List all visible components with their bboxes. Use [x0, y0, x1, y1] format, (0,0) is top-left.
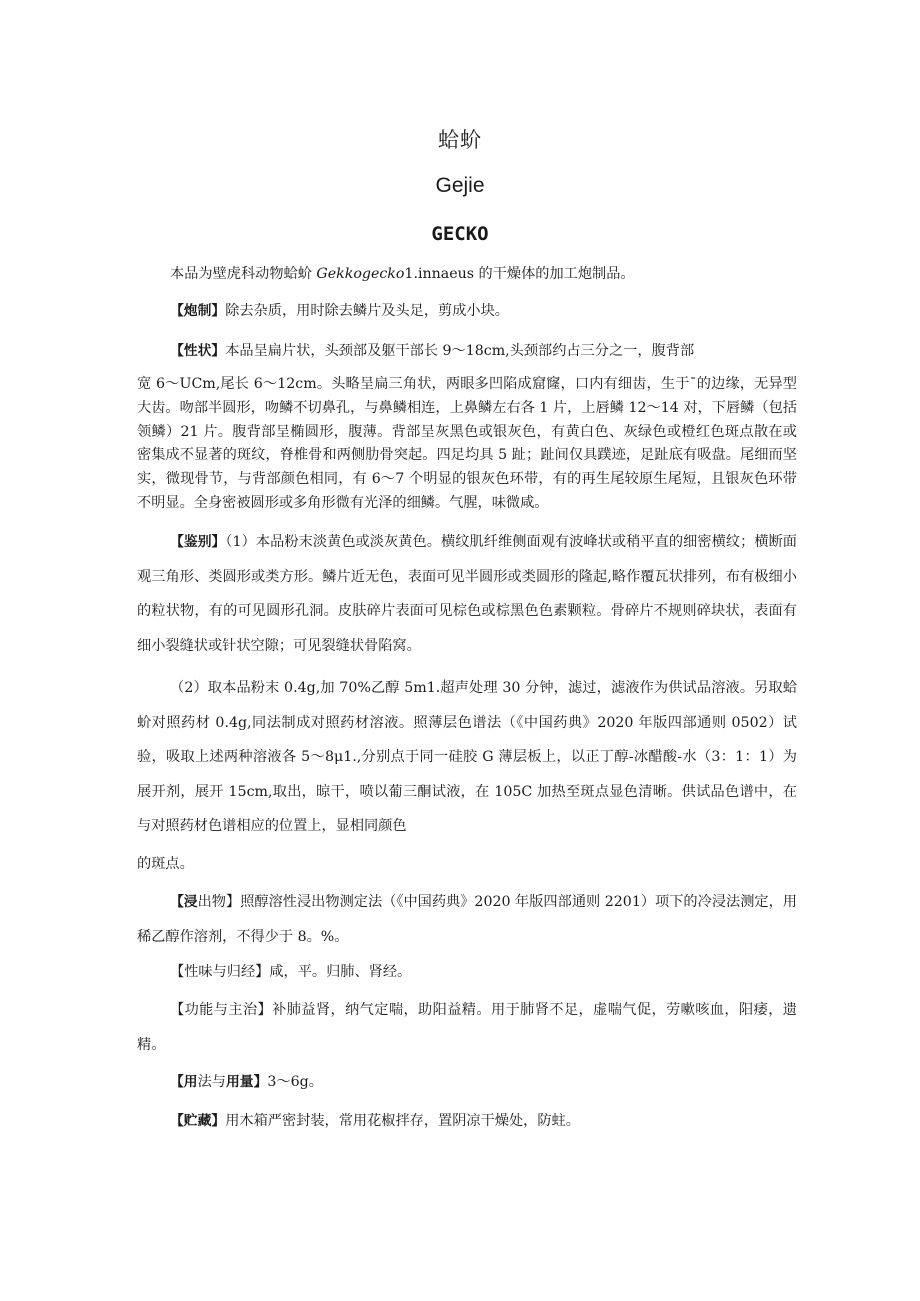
title-chinese: 蛤蚧 — [438, 128, 482, 152]
nature-text: 咸，平。归肺、肾经。 — [269, 964, 412, 980]
usage-heading-c: 用量】 — [225, 1074, 268, 1090]
processing-heading: 【炮制】 — [170, 303, 226, 319]
section-storage — [170, 1110, 800, 1132]
section-processing — [170, 300, 800, 322]
description-line1: 本品呈扁片状，头颈部及躯干部长 9～18cm,头颈部约占三分之一，腹背部 — [225, 343, 695, 359]
identification-part2: （2）取本品粉末 0.4g,加 70%乙醇 5m1.超声处理 30 分钟，滤过，滤液作为供试品溶液。另取蛤蚧对照药材 0.4g,同法制成对照药材溶液。照薄层色谱法（《中国药典》2020 年版四部通则 0502）试验，吸取上述两种溶液各 5～8μ1.,分别点于同一硅胶 G 薄层板上，以正丁醇-冰醋酸-水（3：1：1）为展开剂，展开 15cm,取出，晾干，喷以葡三酮试液，在 105C 加热至斑点显色清晰。供试品色谱中，在与对照药材色谱相应的位置上，显相同颜色 — [137, 680, 797, 834]
usage-text: 3～6g。 — [267, 1074, 323, 1090]
nature-heading: 【性味与归经】 — [170, 964, 270, 980]
title-pinyin: Gejie — [435, 174, 485, 197]
intro-paragraph — [170, 263, 800, 285]
intro-latin-name: Gekkogecko — [316, 266, 405, 282]
section-extract — [137, 885, 797, 954]
description-body: 宽 6～UCm,尾长 6～12cm。头略呈扁三角状，两眼多凹陷成窟窿，口内有细齿，生于ˉ的边缘，无异型大齿。吻部半圆形，吻鳞不切鼻孔，与鼻鳞相连，上鼻鳞左右各 1 片，上唇鳞 12～14 对，下唇鳞（包括领鳞）21 片。腹背部呈椭圆形，腹薄。背部呈灰黑色或银灰色，有黄白色、灰绿色或橙红色斑点散在或密集成不显著的斑纹，脊椎骨和两侧肋骨突起。四足均具 5 趾；趾间仅具蹼迹，足趾底有吸盘。尾细而坚实，微现骨节，与背部颜色相同，有 6～7 个明显的银灰色环带，有的再生尾较原生尾短，且银灰色环带不明显。全身密被圆形或多角形微有光泽的细鳞。气腥，味微咸。 — [137, 376, 797, 511]
description-heading: 【性状】 — [170, 343, 226, 359]
extract-heading-rest: 出物】 — [197, 894, 241, 910]
intro-post: 1.innaeus 的干燥体的加工炮制品。 — [404, 266, 635, 282]
function-text: 补肺益肾，纳气定喘，助阳益精。用于肺肾不足，虚喘气促，劳嗽咳血，阳痿，遗精。 — [137, 1002, 797, 1053]
identification-part2-end: 的斑点。 — [137, 856, 194, 872]
storage-text: 用木箱严密封装，常用花椒拌存，置阴凉干燥处，防蛀。 — [225, 1113, 580, 1129]
section-function — [137, 993, 797, 1062]
intro-pre: 本品为壁虎科动物蛤蚧 — [170, 266, 317, 282]
processing-text: 除去杂质，用时除去鳞片及头足，剪成小块。 — [225, 303, 509, 319]
storage-heading: 【贮藏】 — [170, 1113, 226, 1129]
extract-text: 照醇溶性浸出物测定法（《中国药典》2020 年版四部通则 2201）项下的冷浸法测定，用稀乙醇作溶剂，不得少于 8。%。 — [137, 894, 797, 945]
usage-heading-a: 【用 — [170, 1074, 198, 1090]
title-english: GECKO — [431, 223, 489, 245]
usage-heading-b: 法与 — [197, 1074, 226, 1090]
extract-heading-bold: 【浸 — [170, 894, 198, 910]
section-identification — [137, 525, 797, 663]
function-heading: 【功能与主治】 — [170, 1002, 273, 1018]
section-description-first-line — [170, 340, 800, 362]
identification-heading: 【鉴别】 — [170, 534, 226, 550]
identification-part1: （1）本品粉末淡黄色或淡灰黄色。横纹肌纤维侧面观有波峰状或稍平直的细密横纹；横断面观三角形、类圆形或类方形。鳞片近无色，表面可见半圆形或类圆形的隆起,略作覆瓦状排列，布有极细小的粒状物，有的可见圆形孔洞。皮肤碎片表面可见棕色或棕黑色色素颗粒。骨碎片不规则碎块状，表面有细小裂缝状或针状空隙；可见裂缝状骨陷窝。 — [137, 534, 797, 654]
section-usage — [170, 1071, 800, 1093]
section-nature — [170, 961, 800, 983]
